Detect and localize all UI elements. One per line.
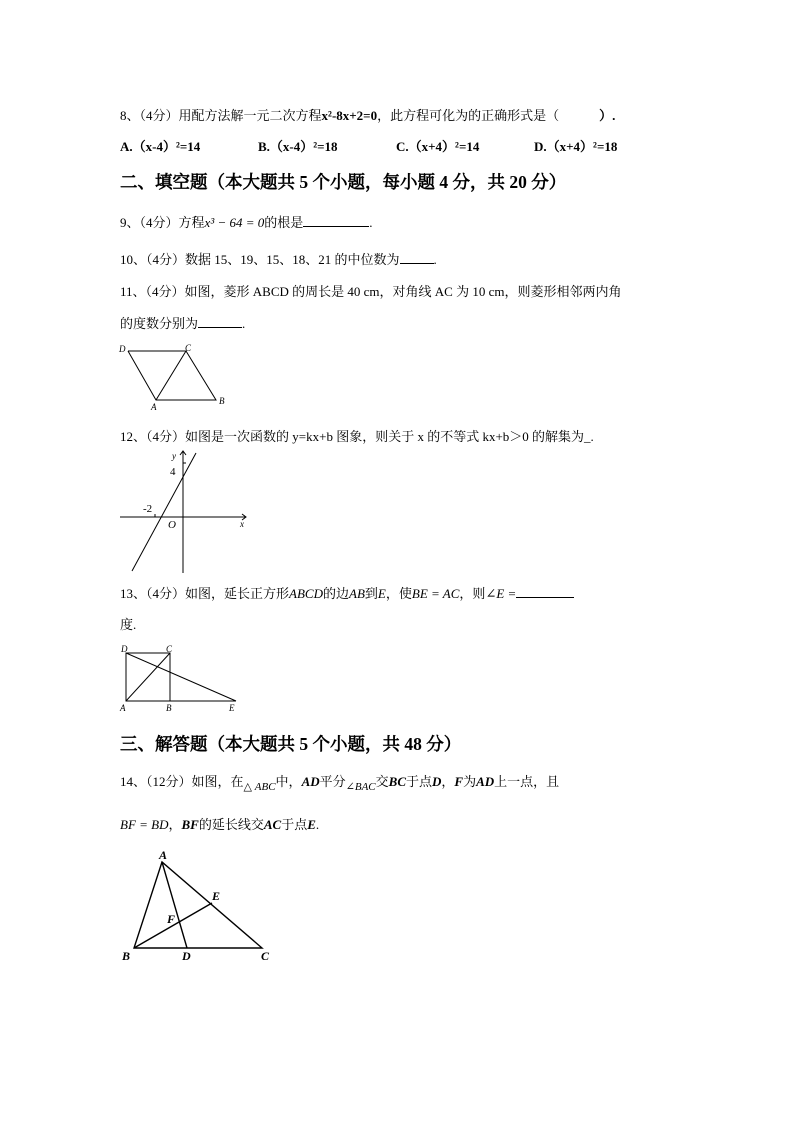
label-b: B bbox=[122, 949, 131, 963]
label-c: C bbox=[166, 644, 173, 654]
question-text: 数据 15、19、15、18、21 的中位数为 bbox=[185, 252, 400, 267]
equation: x³ − 64 = 0 bbox=[204, 215, 265, 230]
triangle-figure bbox=[118, 848, 283, 966]
question-text: . bbox=[433, 252, 437, 267]
question-text: 的度数分别为 bbox=[120, 316, 199, 331]
math-var: ∠E = bbox=[485, 586, 517, 601]
math-var: AD bbox=[301, 774, 320, 789]
label-a: A bbox=[159, 848, 168, 862]
question-14 bbox=[120, 771, 560, 793]
answer-blank bbox=[516, 585, 574, 598]
label-e: E bbox=[212, 889, 221, 903]
question-score: （4分） bbox=[146, 252, 186, 267]
question-score: （4分） bbox=[145, 284, 185, 299]
question-score: （4分） bbox=[146, 429, 186, 444]
question-text: 如图是一次函数的 y=kx+b 图象，则关于 x 的不等式 kx+b＞0 的解集为_. bbox=[185, 429, 594, 444]
question-12 bbox=[120, 426, 594, 445]
question-score: （4分） bbox=[139, 215, 179, 230]
question-text: . bbox=[369, 215, 373, 230]
label-e: E bbox=[229, 703, 235, 713]
math-var: E bbox=[377, 586, 386, 601]
math-var: D bbox=[432, 774, 442, 789]
section-title: 二、填空题（本大题共 5 个小题，每小题 4 分，共 20 分） bbox=[120, 172, 567, 192]
question-10 bbox=[120, 249, 437, 268]
option-label: D. bbox=[534, 139, 547, 154]
question-number: 11、 bbox=[120, 284, 146, 299]
label-a: A bbox=[120, 703, 126, 713]
question-text: 于点 bbox=[281, 817, 308, 832]
question-score: （4分） bbox=[146, 586, 186, 601]
label-neg-two: -2 bbox=[143, 503, 153, 515]
option-label: A. bbox=[120, 139, 133, 154]
triangle-abc bbox=[134, 862, 262, 948]
math-var: ∠BAC bbox=[345, 781, 376, 793]
question-number: 13、 bbox=[120, 586, 147, 601]
question-8 bbox=[120, 105, 615, 124]
question-text: 于点 bbox=[406, 774, 433, 789]
math-var: BC bbox=[388, 774, 406, 789]
answer-blank bbox=[303, 214, 369, 227]
label-b: B bbox=[166, 703, 172, 713]
question-text: 到 bbox=[364, 586, 378, 601]
math-var: AB bbox=[349, 586, 365, 601]
question-text: 平分 bbox=[319, 774, 346, 789]
question-13-line2: 度. bbox=[120, 617, 137, 632]
question-text: 的根是 bbox=[264, 215, 304, 230]
segment-de bbox=[126, 653, 236, 701]
answer-blank bbox=[198, 315, 242, 328]
question-number: 14、 bbox=[120, 774, 147, 789]
question-score: （12分） bbox=[146, 774, 192, 789]
question-text: 上一点，且 bbox=[494, 774, 560, 789]
question-text: ， bbox=[441, 774, 455, 789]
question-text: 用配方法解一元二次方程 bbox=[178, 108, 322, 123]
question-text: ，使 bbox=[385, 586, 412, 601]
math-var: BF bbox=[181, 817, 199, 832]
question-11 bbox=[120, 281, 622, 300]
option-d bbox=[534, 136, 617, 155]
label-c: C bbox=[261, 949, 270, 963]
question-9 bbox=[120, 212, 373, 231]
question-text: ， bbox=[168, 817, 182, 832]
question-text: 为 bbox=[463, 774, 477, 789]
option-label: B. bbox=[258, 139, 270, 154]
answer-blank bbox=[400, 251, 434, 264]
option-label: C. bbox=[396, 139, 409, 154]
question-text: 如图，延长正方形 bbox=[185, 586, 290, 601]
question-text: . bbox=[315, 817, 320, 832]
question-number: 9、 bbox=[120, 215, 140, 230]
question-score: （4分） bbox=[139, 108, 179, 123]
math-var: AC bbox=[263, 817, 282, 832]
option-a bbox=[120, 136, 200, 155]
question-text: 如图，菱形 ABCD 的周长是 40 cm，对角线 AC 为 10 cm，则菱形相邻两内角 bbox=[184, 284, 622, 299]
math-var: △ ABC bbox=[243, 781, 276, 793]
option-text: （x-4）²=14 bbox=[132, 139, 201, 154]
math-var: AD bbox=[476, 774, 495, 789]
label-b: B bbox=[219, 396, 225, 406]
question-text: ）. bbox=[599, 108, 616, 123]
question-text: ，则 bbox=[459, 586, 486, 601]
label-x: x bbox=[240, 519, 244, 529]
question-text: 交 bbox=[375, 774, 389, 789]
label-c: C bbox=[185, 343, 192, 353]
math-var: BF = BD bbox=[120, 817, 169, 832]
function-line bbox=[132, 453, 196, 571]
question-number: 10、 bbox=[120, 252, 147, 267]
question-11-line2 bbox=[120, 313, 245, 332]
diagonal-ac bbox=[156, 351, 186, 400]
question-text: 如图，在 bbox=[191, 774, 244, 789]
label-y: y bbox=[172, 451, 176, 461]
diagonal-ac bbox=[126, 653, 170, 701]
question-14-line2 bbox=[120, 814, 319, 833]
question-text: 的延长线交 bbox=[198, 817, 264, 832]
segment-ad bbox=[162, 862, 187, 948]
label-d: D bbox=[182, 949, 191, 963]
question-text: 方程 bbox=[178, 215, 205, 230]
option-c bbox=[396, 136, 479, 155]
rhombus-outline bbox=[128, 351, 216, 400]
math-var: ABCD bbox=[289, 586, 323, 601]
label-d: D bbox=[119, 344, 126, 354]
linear-function-graph bbox=[118, 448, 253, 576]
question-text: 中， bbox=[275, 774, 302, 789]
question-text: ，此方程可化为的正确形式是（ bbox=[377, 108, 560, 123]
square-figure bbox=[118, 643, 243, 713]
question-number: 12、 bbox=[120, 429, 147, 444]
section-title: 三、解答题（本大题共 5 个小题，共 48 分） bbox=[120, 734, 462, 754]
label-a: A bbox=[151, 402, 157, 412]
option-b bbox=[258, 136, 338, 155]
equation: x²-8x+2=0 bbox=[321, 108, 378, 123]
question-13 bbox=[120, 583, 574, 602]
label-d: D bbox=[121, 644, 128, 654]
option-text: （x+4）²=14 bbox=[408, 139, 480, 154]
option-text: （x+4）²=18 bbox=[546, 139, 618, 154]
question-text: 的边 bbox=[323, 586, 350, 601]
math-var: BE = AC bbox=[411, 586, 460, 601]
question-text: . bbox=[242, 316, 246, 331]
question-number: 8、 bbox=[120, 108, 140, 123]
label-four: 4 bbox=[170, 466, 176, 478]
math-var: E bbox=[307, 817, 316, 832]
rhombus-figure bbox=[118, 343, 233, 413]
label-origin: O bbox=[168, 519, 176, 531]
math-var: F bbox=[454, 774, 464, 789]
label-f: F bbox=[167, 912, 176, 926]
option-text: （x-4）²=18 bbox=[269, 139, 338, 154]
